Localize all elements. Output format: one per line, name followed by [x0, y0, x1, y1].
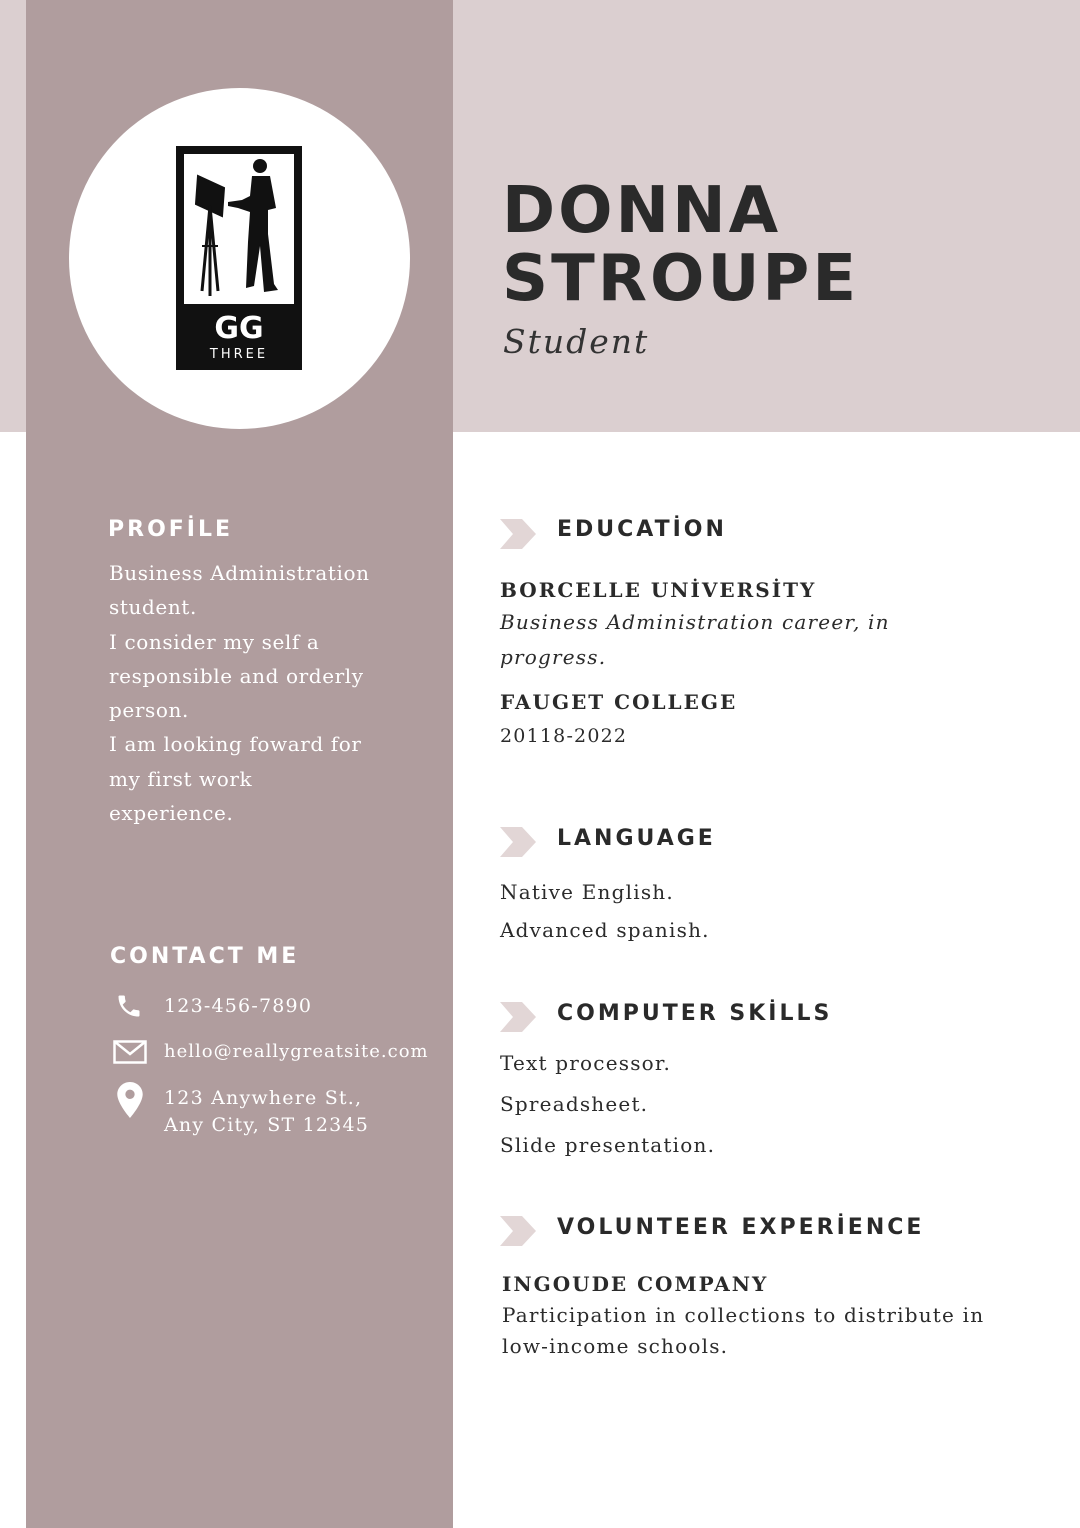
mail-icon [113, 1040, 147, 1064]
education-heading: EDUCATİON [557, 517, 727, 542]
school-description: progress. [500, 645, 607, 669]
contact-email[interactable]: hello@reallygreatsite.com [164, 1041, 429, 1062]
school-name: FAUGET COLLEGE [500, 690, 738, 714]
skill-item: Slide presentation. [500, 1133, 716, 1157]
language-item: Advanced spanish. [500, 918, 710, 942]
language-heading: LANGUAGE [557, 826, 716, 851]
profile-line: experience. [109, 801, 234, 826]
profile-line: student. [109, 595, 197, 620]
profile-line: I am looking foward for [109, 732, 362, 757]
logo-text-main: GG [214, 311, 264, 346]
logo [176, 146, 302, 370]
skill-item: Text processor. [500, 1051, 672, 1075]
job-title: Student [503, 322, 650, 361]
contact-address-line2: Any City, ST 12345 [164, 1114, 370, 1136]
profile-line: responsible and orderly [109, 663, 364, 688]
profile-heading: PROFİLE [108, 517, 234, 542]
location-pin-icon [117, 1082, 143, 1118]
chevron-right-icon [500, 1216, 538, 1246]
language-item: Native English. [500, 880, 674, 904]
school-years: 20118-2022 [500, 725, 628, 747]
logo-text-sub: THREE [209, 347, 269, 362]
name-last: STROUPE [502, 242, 860, 316]
chevron-right-icon [500, 827, 538, 857]
profile-line: my first work [109, 766, 253, 791]
profile-text [109, 556, 399, 830]
school-name: BORCELLE UNİVERSİTY [500, 578, 817, 602]
profile-line: Business Administration [109, 561, 370, 585]
profile-line: person. [109, 698, 189, 723]
contact-address-line1: 123 Anywhere St., [164, 1087, 363, 1109]
skill-item: Spreadsheet. [500, 1092, 649, 1116]
name-first: DONNA [502, 174, 782, 248]
contact-phone[interactable]: 123-456-7890 [164, 995, 313, 1017]
company-name: INGOUDE COMPANY [502, 1272, 769, 1296]
profile-line: I consider my self a [109, 629, 320, 654]
computer-skills-heading: COMPUTER SKİLLS [557, 1001, 833, 1026]
volunteer-heading: VOLUNTEER EXPERİENCE [557, 1215, 925, 1240]
volunteer-description: Participation in collections to distribute in [502, 1303, 985, 1327]
school-description: Business Administration career, in [500, 610, 890, 634]
chevron-right-icon [500, 1002, 538, 1032]
chevron-right-icon [500, 519, 538, 549]
phone-icon [115, 992, 143, 1020]
contact-heading: CONTACT ME [110, 944, 300, 969]
volunteer-description: low-income schools. [502, 1334, 729, 1358]
